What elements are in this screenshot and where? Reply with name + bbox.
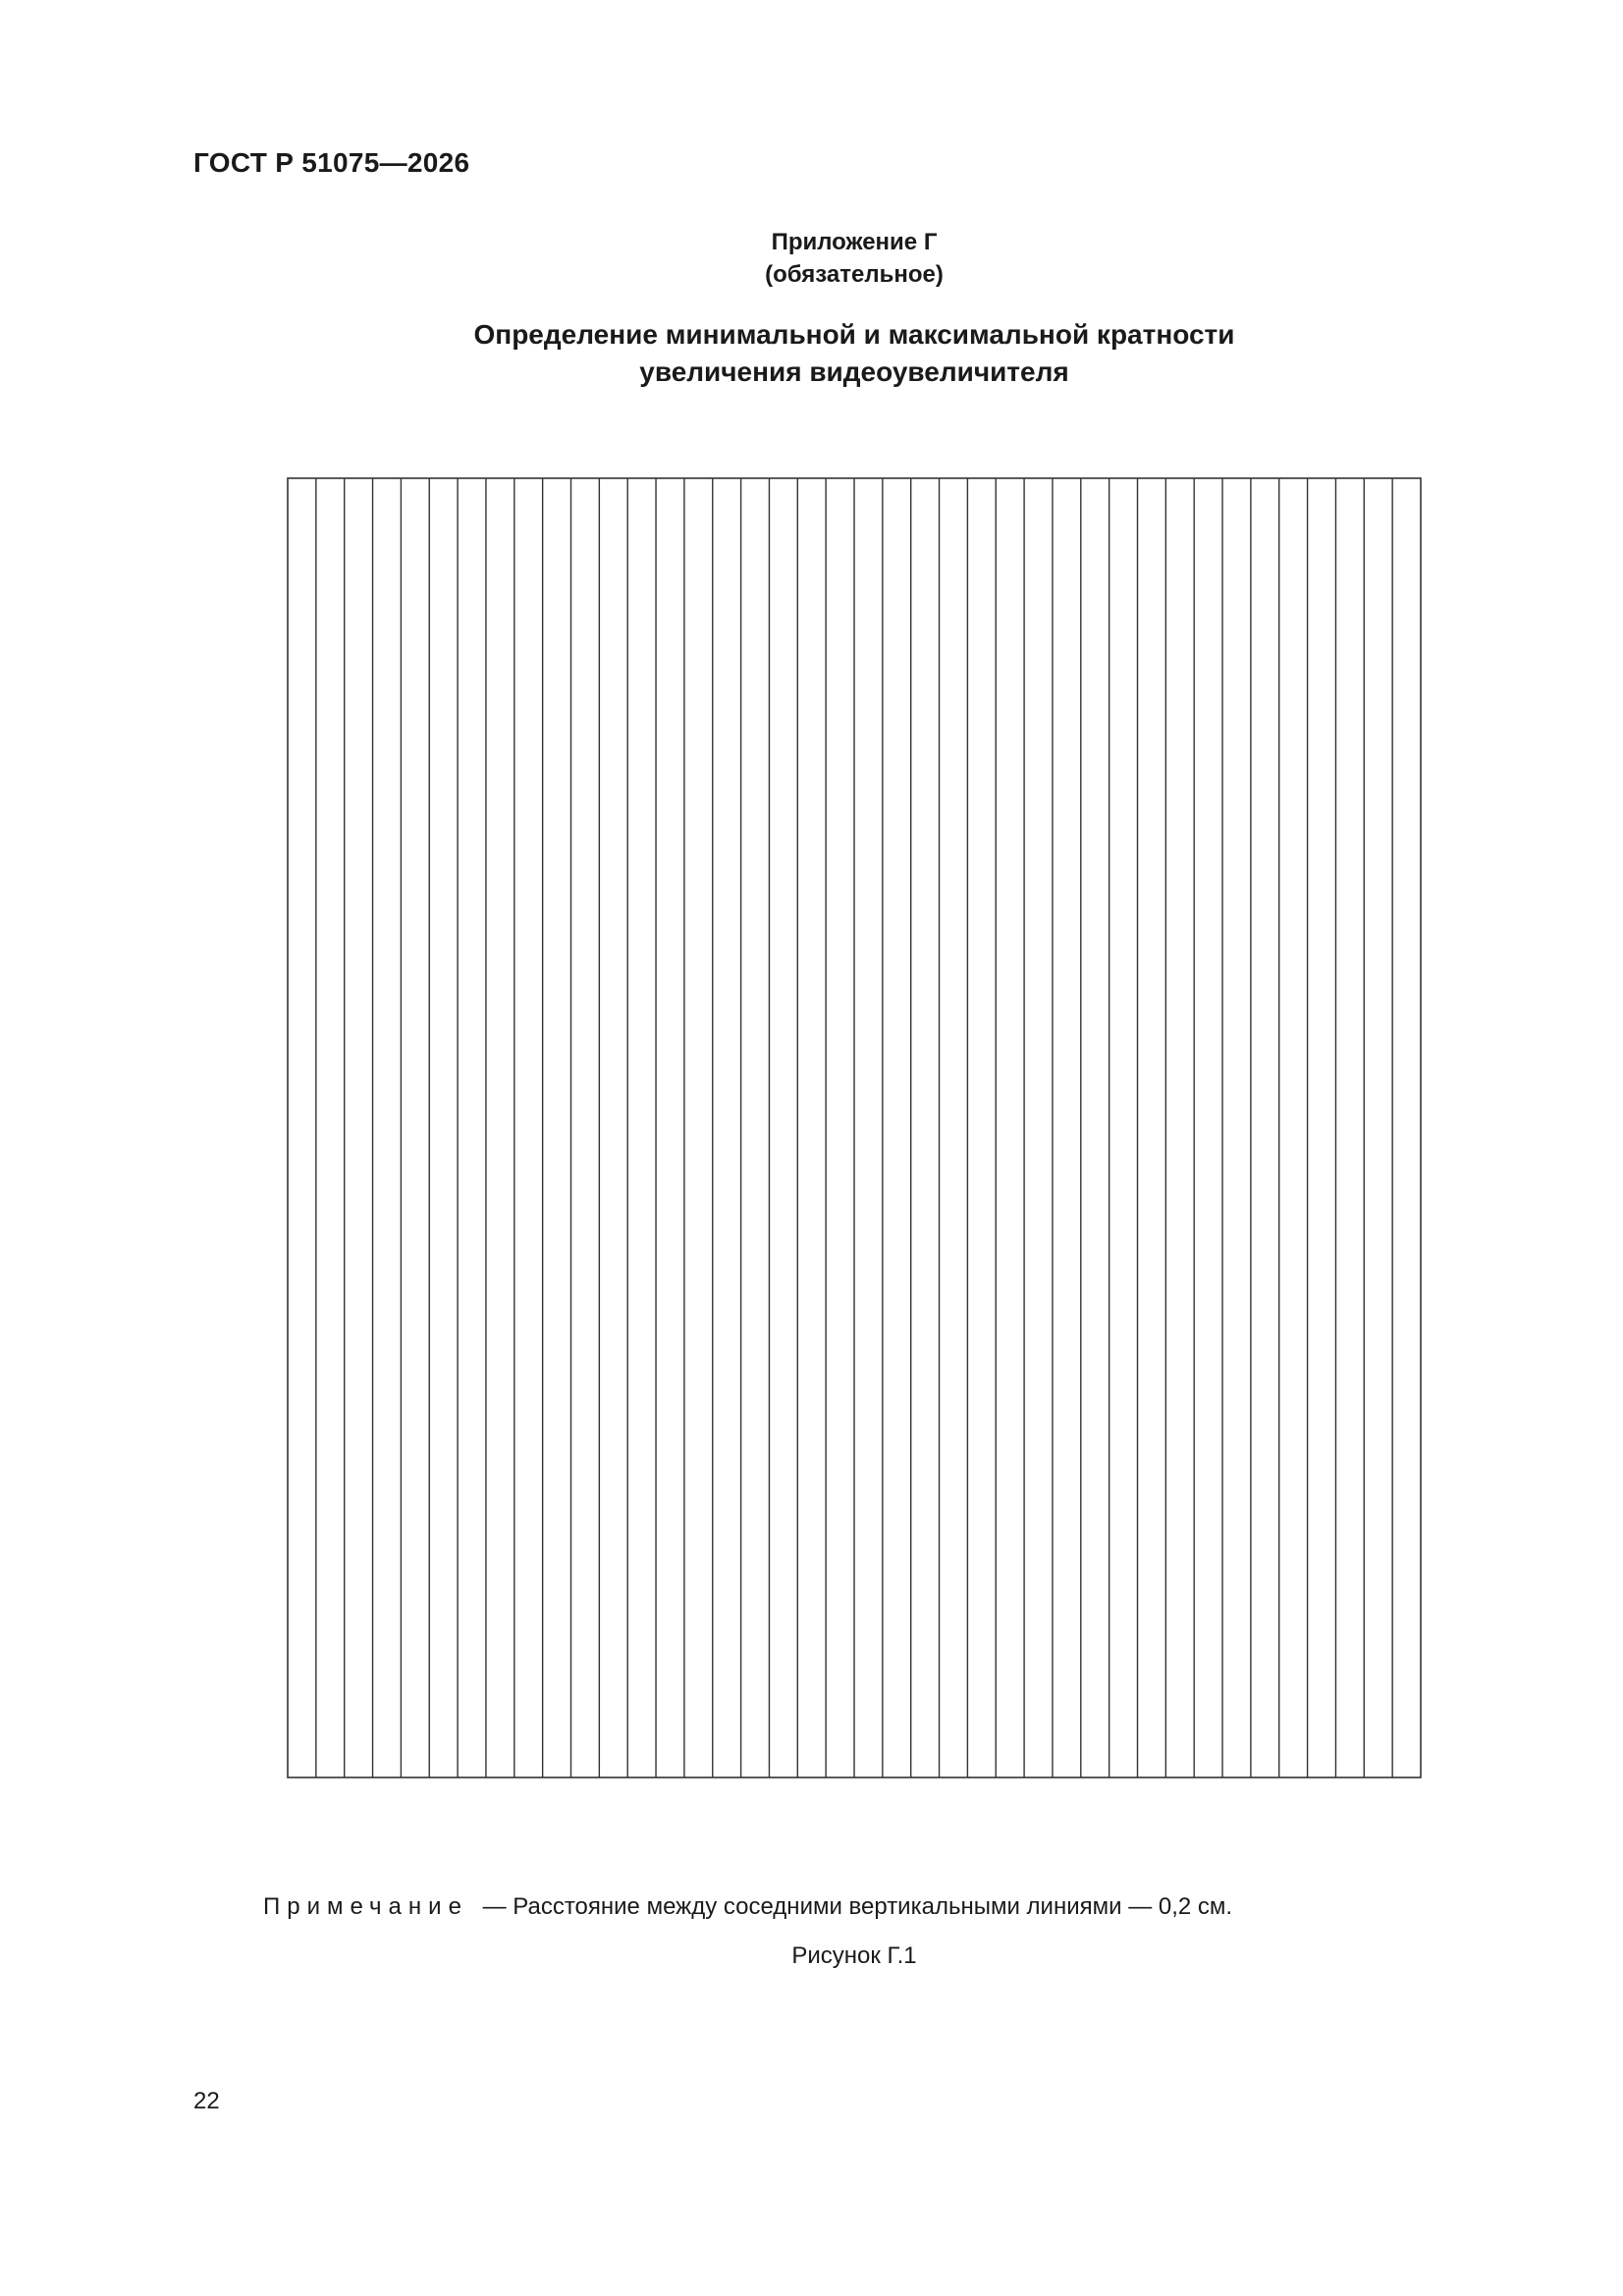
- appendix-status: (обязательное): [765, 261, 944, 288]
- appendix-label: Приложение Г: [771, 229, 938, 255]
- appendix-title-line-2: увеличения видеоувеличителя: [639, 356, 1069, 387]
- appendix-title-line-1: Определение минимальной и максимальной кратности: [473, 319, 1235, 350]
- vertical-line-grid: [287, 477, 1422, 1778]
- note-text: — Расстояние между соседними вертикальными линиями — 0,2 см.: [482, 1893, 1233, 1920]
- document-code: ГОСТ Р 51075—2026: [193, 147, 470, 178]
- note-label: Примечание: [263, 1893, 468, 1920]
- figure-caption: Рисунок Г.1: [791, 1942, 917, 1969]
- appendix-heading: [0, 226, 1623, 291]
- figure-note: [263, 1893, 1232, 1921]
- vertical-line-grid-drawing: [287, 477, 1422, 1778]
- appendix-title: [0, 316, 1623, 391]
- page-number: 22: [193, 2088, 220, 2114]
